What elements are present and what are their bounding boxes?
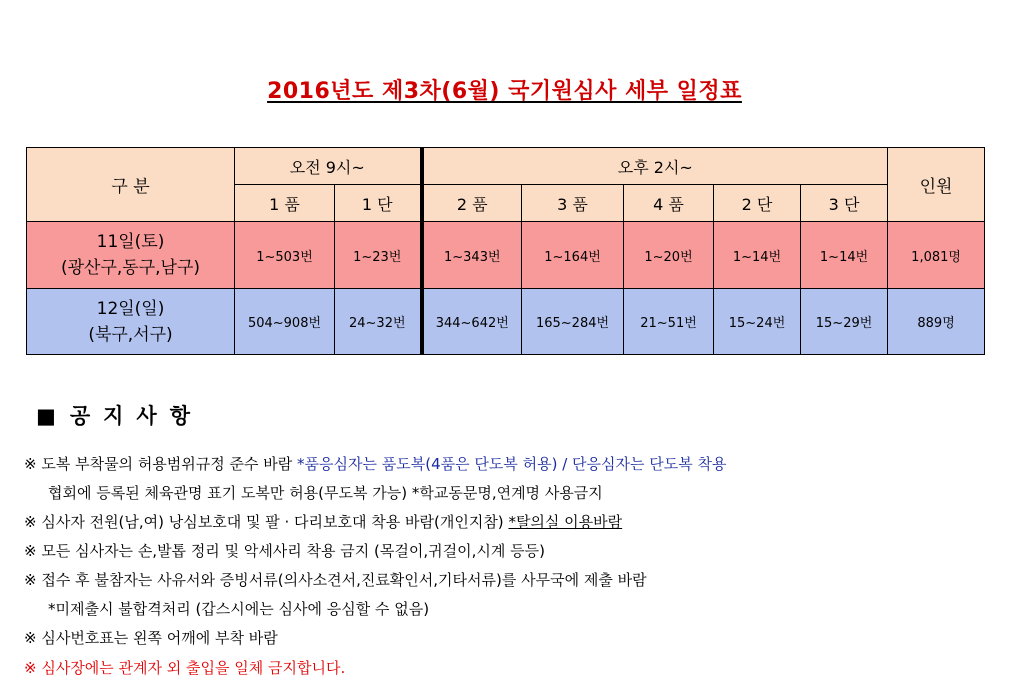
sub-header: 1 단 [335, 185, 422, 222]
sub-header: 3 단 [801, 185, 888, 222]
table-cell: 1~164번 [522, 222, 624, 289]
table-cell: 504~908번 [235, 289, 335, 355]
sub-header: 4 품 [624, 185, 714, 222]
notice-text: ※ 도복 부착물의 허용범위규정 준수 바람 [24, 455, 298, 473]
square-bullet-icon: ■ [36, 404, 56, 428]
total-cell: 1,081명 [888, 222, 985, 289]
header-afternoon: 오후 2시~ [422, 148, 888, 185]
table-cell: 15~29번 [801, 289, 888, 355]
day-label: 11일(토) [96, 232, 165, 252]
notice-line-6: *미제출시 불합격처리 (갑스시에는 심사에 응심할 수 없음) [48, 600, 430, 618]
total-cell: 889명 [888, 289, 985, 355]
page-title-wrap [0, 74, 1009, 105]
district-label: (북구,서구) [88, 324, 173, 345]
sub-header: 2 단 [714, 185, 801, 222]
table-cell: 1~343번 [422, 222, 522, 289]
table-cell: 21~51번 [624, 289, 714, 355]
district-label: (광산구,동구,남구) [60, 258, 201, 278]
notice-line-5: ※ 접수 후 불참자는 사유서와 증빙서류(의사소견서,진료확인서,기타서류)를 사무국에 제출 바람 [24, 571, 647, 589]
header-headcount: 인원 [888, 148, 985, 222]
notice-heading [36, 400, 203, 430]
row-label [27, 289, 235, 355]
table-row [27, 289, 985, 355]
table-cell: 24~32번 [335, 289, 422, 355]
notice-underlined: *탈의실 이용바람 [508, 513, 623, 531]
table-cell: 344~642번 [422, 289, 522, 355]
notice-line-7: ※ 심사번호표는 왼쪽 어깨에 부착 바람 [24, 629, 278, 647]
sub-header: 1 품 [235, 185, 335, 222]
table-cell: 1~23번 [335, 222, 422, 289]
notice-line-3 [24, 511, 622, 532]
header-morning: 오전 9시~ [235, 148, 422, 185]
table-cell: 1~14번 [801, 222, 888, 289]
sub-header: 2 품 [422, 185, 522, 222]
table-cell: 1~503번 [235, 222, 335, 289]
notice-line-4: ※ 모든 심사자는 손,발톱 정리 및 악세사리 착용 금지 (목걸이,귀걸이,시계 등등) [24, 542, 545, 560]
notice-line-1 [24, 453, 726, 474]
notice-line-8: ※ 심사장에는 관계자 외 출입을 일체 금지합니다. [24, 659, 346, 677]
table-cell: 1~14번 [714, 222, 801, 289]
notice-text: ※ 심사자 전원(남,여) 낭심보호대 및 팔 · 다리보호대 착용 바람(개인지참) [24, 513, 509, 531]
notice-heading-text: 공지사항 [69, 404, 203, 428]
table-cell: 1~20번 [624, 222, 714, 289]
row-label [27, 222, 235, 289]
notice-highlight: *품응심자는 품도복(4품은 단도복 허용) / 단응심자는 단도복 착용 [297, 455, 727, 473]
table-cell: 15~24번 [714, 289, 801, 355]
notice-line-2: 협회에 등록된 체육관명 표기 도복만 허용(무도복 가능) *학교동문명,연계명 사용금지 [48, 484, 603, 502]
page-title: 2016년도 제3차(6월) 국기원심사 세부 일정표 [267, 79, 742, 104]
day-label: 12일(일) [96, 298, 165, 319]
sub-header: 3 품 [522, 185, 624, 222]
table-cell: 165~284번 [522, 289, 624, 355]
header-category: 구 분 [27, 148, 235, 222]
table-row [27, 222, 985, 289]
schedule-table [26, 147, 985, 355]
